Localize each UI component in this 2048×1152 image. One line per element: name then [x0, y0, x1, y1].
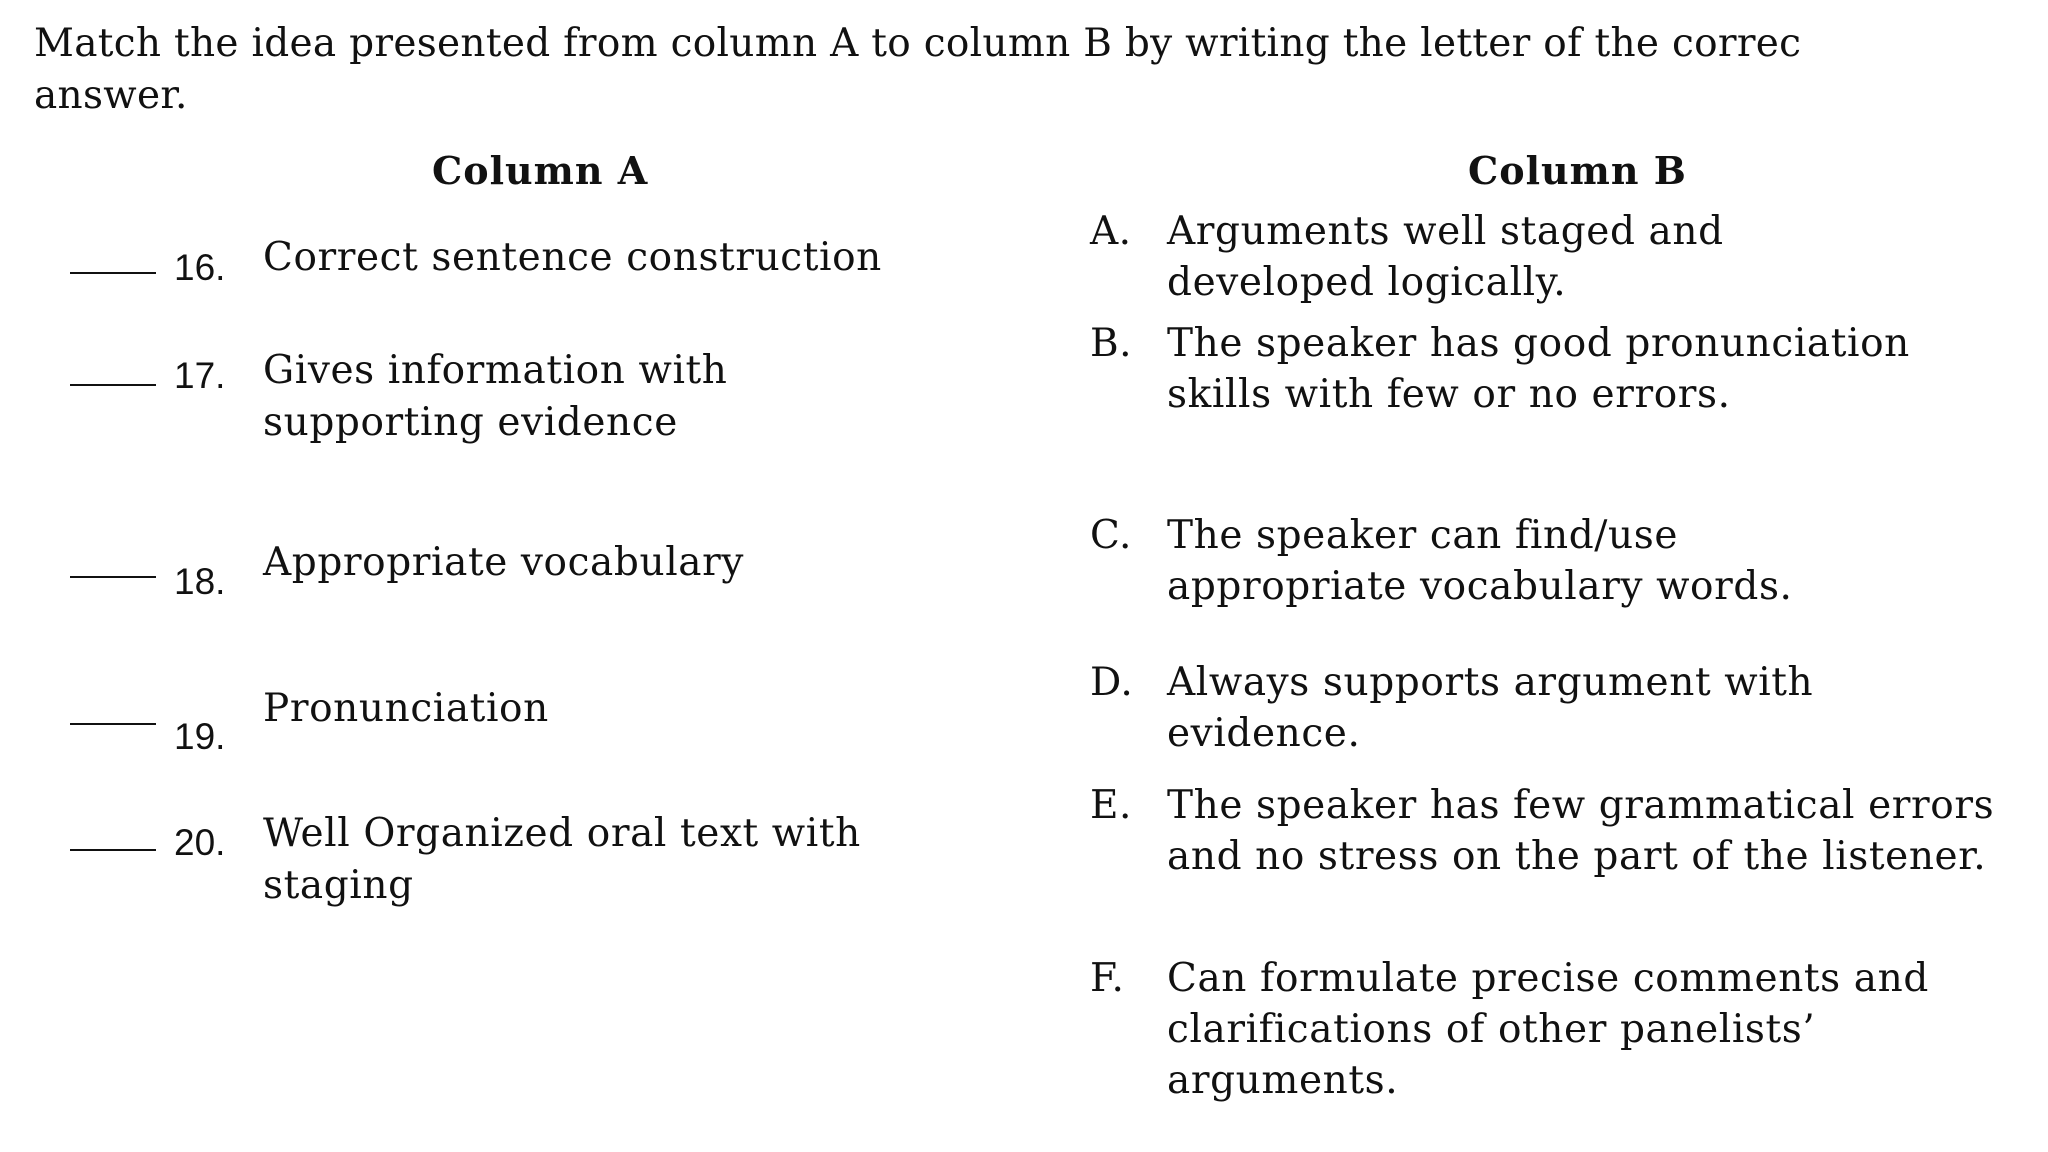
option-text: The speaker can find/use appropriate vocabulary words. [1167, 513, 1793, 609]
instruction-line-2: answer. [34, 73, 188, 118]
option-letter: D. [1090, 660, 1134, 705]
option-text: The speaker has few grammatical errors and no stress on the part of the listener. [1167, 783, 1995, 879]
answer-blank[interactable] [70, 576, 156, 578]
option-text: Can formulate precise comments and clarifications of other panelists’ arguments. [1167, 956, 1929, 1103]
item-number: 17. [174, 355, 226, 396]
option-letter: A. [1090, 209, 1132, 254]
answer-blank[interactable] [70, 849, 156, 851]
item-text: Well Organized oral text with staging [263, 811, 861, 908]
option-letter: B. [1090, 321, 1133, 366]
item-number: 19. [174, 716, 226, 757]
instructions [34, 18, 2014, 122]
answer-blank[interactable] [70, 384, 156, 386]
option-text: The speaker has good pronunciation skills with few or no errors. [1167, 321, 1910, 417]
column-b-heading: Column B [1468, 148, 1687, 193]
item-text: Gives information with supporting evidence [263, 348, 728, 445]
option-letter: F. [1090, 956, 1125, 1001]
item-number: 16. [174, 247, 226, 288]
item-text: Pronunciation [263, 686, 549, 731]
item-number: 18. [174, 561, 226, 602]
option-letter: E. [1090, 783, 1132, 828]
item-number: 20. [174, 822, 226, 863]
item-text: Correct sentence construction [263, 235, 882, 280]
option-letter: C. [1090, 513, 1132, 558]
column-a-heading: Column A [432, 148, 649, 193]
item-text: Appropriate vocabulary [263, 540, 744, 585]
answer-blank[interactable] [70, 272, 156, 274]
instruction-line-1: Match the idea presented from column A to column B by writing the letter of the correc [34, 21, 1802, 66]
answer-blank[interactable] [70, 723, 156, 725]
option-text: Arguments well staged and developed logically. [1167, 209, 1724, 305]
option-text: Always supports argument with evidence. [1167, 660, 1814, 756]
